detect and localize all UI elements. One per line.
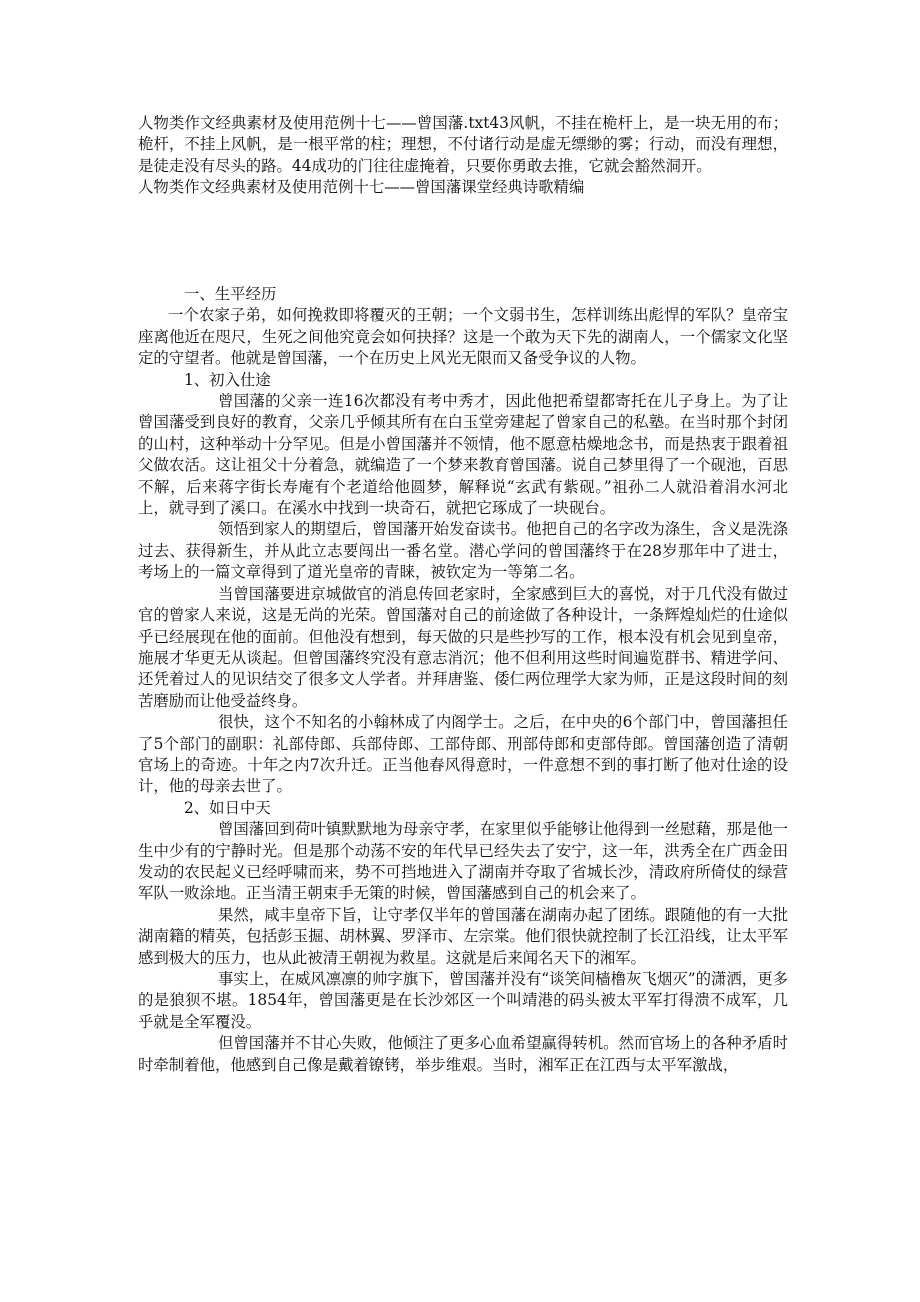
paragraph: 但曾国藩并不甘心失败，他倾注了更多心血希望赢得转机。然而官场上的各种矛盾时时牵制着他，他感到自己像是戴着镣铐，举步维艰。当时，湘军正在江西与太平军激战， [138, 1034, 788, 1074]
paragraph: 果然，咸丰皇帝下旨，让守孝仅半年的曾国藩在湖南办起了团练。跟随他的有一大批湖南籍的精英，包括彭玉掘、胡林翼、罗泽市、左宗棠。他们很快就控制了长江沿线，让太平军感到极大的压力，也从此被清王朝视为救星。这就是后来闻名天下的湘军。 [138, 905, 788, 967]
paragraph: 曾国藩回到荷叶镇默默地为母亲守孝，在家里似乎能够让他得到一丝慰藉，那是他一生中少有的宁静时光。但是那个动荡不安的年代早已经失去了安宁，这一年，洪秀全在广西金田发动的农民起义已经呼啸而来，势不可挡地进入了湖南并夺取了省城长沙，清政府所倚仗的绿营军队一败涂地。正当清王朝束手无策的时候，曾国藩感到自己的机会来了。 [138, 820, 788, 903]
paragraph: 曾国藩的父亲一连16次都没有考中秀才，因此他把希望都寄托在儿子身上。为了让曾国藩受到良好的教育，父亲几乎倾其所有在白玉堂旁建起了曾家自己的私塾。在当时那个封闭的山村，这种举动十分罕见。但是小曾国藩并不领情，他不愿意枯燥地念书，而是热衷于跟着祖父做农活。这让祖父十分着急，就编造了一个梦来教育曾国藩。说自己梦里得了一个砚池，百思不解，后来蒋字街长寿庵有个老道给他圆梦，解释说“玄武有紫砚。”祖孙二人就沿着涓水河北上，就寻到了溪口。在溪水中找到一块奇石，就把它琢成了一块砚台。 [138, 392, 788, 518]
paragraph: 事实上，在威风凛凛的帅字旗下，曾国藩并没有“谈笑间樯橹灰飞烟灭”的潇洒，更多的是狼狈不堪。1854年，曾国藩更是在长沙郊区一个叫靖港的码头被太平军打得溃不成军，几乎就是全军覆没。 [138, 970, 788, 1031]
subsection-title-1: 1、初入仕途 [184, 370, 271, 389]
document-body [138, 284, 788, 1076]
section-title: 一、生平经历 [184, 285, 277, 303]
paragraph: 领悟到家人的期望后，曾国藩开始发奋读书。他把自己的名字改为涤生，含义是洗涤过去、获得新生，并从此立志要闯出一番名堂。潜心学问的曾国藩终于在28岁那年中了进士，考场上的一篇文章得到了道光皇帝的青睐，被钦定为一等第二名。 [138, 520, 788, 582]
header-intro-text: 人物类作文经典素材及使用范例十七——曾国藩.txt43风帆，不挂在桅杆上，是一块无用的布；桅杆，不挂上风帆，是一根平常的柱；理想，不付诸行动是虚无缥缈的雾；行动，而没有理想，是徒走没有尽头的路。44成功的门往往虚掩着，只要你勇敢去推，它就会豁然洞开。 [138, 114, 788, 175]
header-title-text: 人物类作文经典素材及使用范例十七——曾国藩课堂经典诗歌精编 [138, 178, 585, 197]
paragraph: 很快，这个不知名的小翰林成了内阁学士。之后，在中央的6个部门中，曾国藩担任了5个部门的副职：礼部侍郎、兵部侍郎、工部侍郎、刑部侍郎和吏部侍郎。曾国藩创造了清朝官场上的奇迹。十年之内7次升迁。正当他春风得意时，一件意想不到的事打断了他对仕途的设计，他的母亲去世了。 [138, 713, 788, 796]
section-intro-paragraph: 一个农家子弟，如何挽救即将覆灭的王朝；一个文弱书生，怎样训练出彪悍的军队？皇帝宝座离他近在咫尺，生死之间他究竟会如何抉择？这是一个敢为天下先的湖南人，一个儒家文化坚定的守望者。他就是曾国藩，一个在历史上风光无限而又备受争议的人物。 [138, 306, 788, 368]
subsection-title-2: 2、如日中天 [184, 798, 271, 817]
document-header [138, 113, 788, 199]
paragraph: 当曾国藩要进京城做官的消息传回老家时，全家感到巨大的喜悦，对于几代没有做过官的曾家人来说，这是无尚的光荣。曾国藩对自己的前途做了各种设计，一条辉煌灿烂的仕途似乎已经展现在他的面前。但他没有想到，每天做的只是些抄写的工作，根本没有机会见到皇帝，施展才华更无从谈起。但曾国藩终究没有意志消沉；他不但利用这些时间遍览群书、精进学问、还凭着过人的见识结交了很多文人学者。并拜唐鉴、倭仁两位理学大家为师，正是这段时间的刻苦磨励而让他受益终身。 [138, 584, 788, 710]
